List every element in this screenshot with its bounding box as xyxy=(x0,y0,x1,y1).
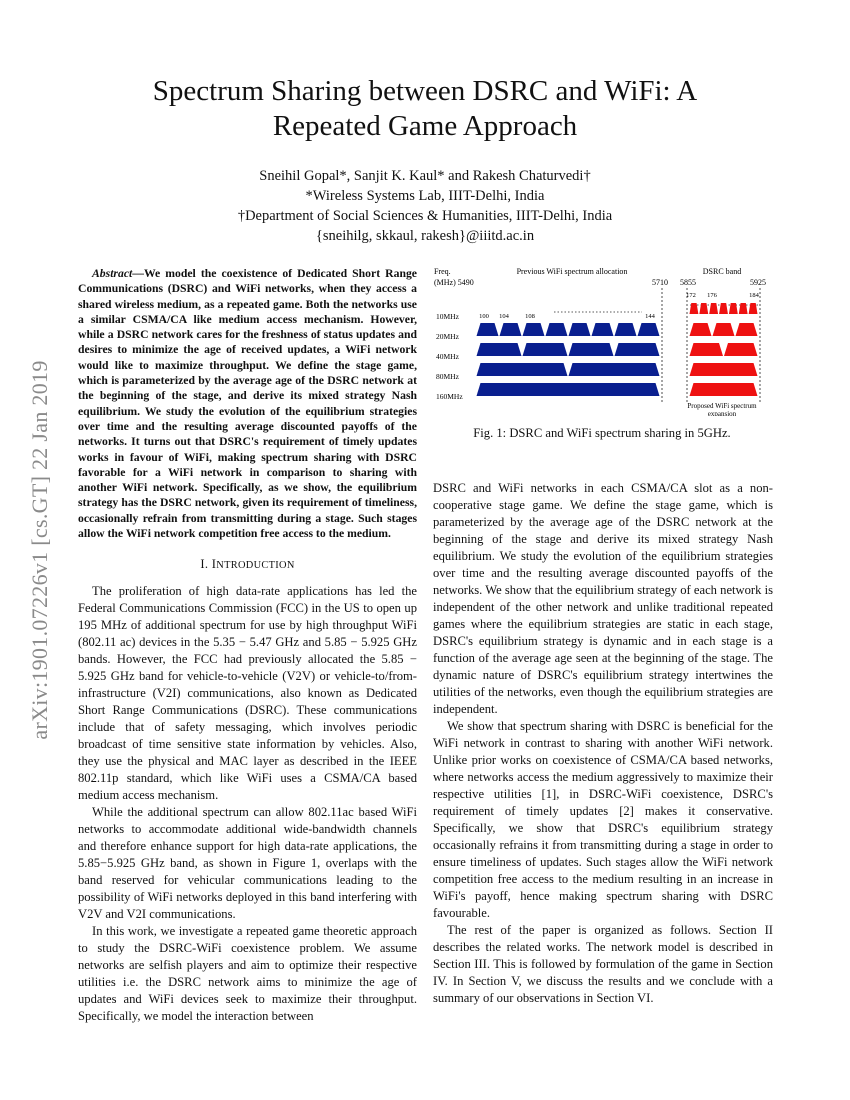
section-title-rest: NTRODUCTION xyxy=(216,560,295,572)
row-label-80mhz: 80MHz xyxy=(436,372,459,381)
wifi-channel-bar xyxy=(477,363,568,376)
title-line-2: Repeated Game Approach xyxy=(272,110,578,142)
dsrc-channel-bar xyxy=(724,343,758,356)
left-column xyxy=(78,266,417,1025)
dsrc-channel-184: 184 xyxy=(749,292,759,299)
dsrc-channel-bar xyxy=(709,303,718,314)
author-names: Sneihil Gopal*, Sanjit K. Kaul* and Rakesh Chaturvedi† xyxy=(259,168,591,184)
expansion-label-line-2: expansion xyxy=(707,410,737,416)
wifi-channel-bar xyxy=(638,323,660,336)
abstract-lead: Abstract xyxy=(92,267,133,280)
dsrc-channel-bar xyxy=(690,343,724,356)
dsrc-channel-bar xyxy=(719,303,728,314)
abstract xyxy=(78,266,417,541)
paper-title xyxy=(0,74,850,144)
dsrc-channel-bar xyxy=(690,383,758,396)
wifi-channel-bar xyxy=(523,343,568,356)
wifi-channel-bar xyxy=(546,323,568,336)
dsrc-channel-bar xyxy=(690,363,758,376)
dsrc-channel-bar xyxy=(736,323,758,336)
wifi-allocation-heading: Previous WiFi spectrum allocation xyxy=(516,267,628,276)
spectrum-figure xyxy=(432,266,772,416)
paragraph: In this work, we investigate a repeated game theoretic approach to study the DSRC-WiFi coexistence problem. We assume networks are selfish players and aim to optimize their respective utilities i.e. the DSRC network aims to minimize the age of updates and WiFi devices seek to maximize their throughput. Specifically, we model the interaction between xyxy=(78,924,417,1024)
dsrc-channel-176: 176 xyxy=(707,292,717,299)
wifi-channel-bar xyxy=(615,343,660,356)
wifi-channel-bar xyxy=(500,323,522,336)
dsrc-channel-bar xyxy=(690,323,712,336)
row-label-20mhz: 20MHz xyxy=(436,332,459,341)
author-block xyxy=(0,166,850,246)
wifi-channel-bar xyxy=(477,323,499,336)
dsrc-band-heading: DSRC band xyxy=(702,267,742,276)
author-emails: {sneihilg, skkaul, rakesh}@iiitd.ac.in xyxy=(315,228,535,244)
wifi-channel-bar xyxy=(569,343,614,356)
freq-5710: 5710 xyxy=(652,278,668,287)
wifi-channel-104: 104 xyxy=(499,313,509,320)
wifi-channel-bar xyxy=(477,383,660,396)
wifi-channel-bar xyxy=(615,323,637,336)
wifi-channel-bar xyxy=(569,323,591,336)
row-label-10mhz: 10MHz xyxy=(436,312,459,321)
freq-label: Freq. xyxy=(434,267,451,276)
abstract-text: —We model the coexistence of Dedicated Short Range Communications (DSRC) and WiFi networks, when they access a shared wireless medium, as a repeated game. Both the networks use a similar CSMA/CA like medium access mechanism. However, while a DSRC network cares for the freshness of status updates and desires to minimize the age of received updates, a WiFi network would like to maximize throughput. We define the stage game, which is parameterized by the average age of the DSRC network at the beginning of the stage, and derive its mixed strategy Nash equilibrium. We study the evolution of the equilibrium strategies over time and the resulting average discounted payoffs of the networks. It turns out that DSRC's requirement of timely updates works in favour of WiFi, making spectrum sharing with DSRC favorable for a WiFi network in comparison to sharing with another WiFi network. Specifically, as we show, the equilibrium strategy has the DSRC network, given its requirement of timeliness, occasionally refrain from transmitting during a stage. Such stages allow the WiFi network competition free access to the medium. xyxy=(78,267,417,541)
paragraph: While the additional spectrum can allow 802.11ac based WiFi networks to accommodate additional wide-bandwidth channels and therefore enhance support for high data-rate applications, the 5.85−5.925 GHz band, as shown in Figure 1, overlaps with the band reserved for vehicular communications leading to the possibility of WiFi networks deployed in this band interfering with V2V and V2I communications. xyxy=(78,805,417,922)
section-heading-introduction xyxy=(78,556,417,574)
wifi-channel-108: 108 xyxy=(525,313,535,320)
freq-5925: 5925 xyxy=(750,278,766,287)
freq-unit-label: (MHz) 5490 xyxy=(434,278,474,287)
affiliation-1: *Wireless Systems Lab, IIIT-Delhi, India xyxy=(305,188,545,204)
arxiv-sidebar xyxy=(20,310,60,790)
freq-5855: 5855 xyxy=(680,278,696,287)
arxiv-identifier: arXiv:1901.07226v1 [cs.GT] 22 Jan 2019 xyxy=(27,360,52,740)
expansion-label-line-1: Proposed WiFi spectrum xyxy=(687,402,757,410)
paragraph: The proliferation of high data-rate applications has led the Federal Communications Commission (FCC) in the US to open up 195 MHz of additional spectrum for use by high throughput WiFi (802.11 ac) devices in the 5.35 − 5.47 GHz and 5.85 − 5.925 GHz bands. However, the FCC had previously allocated the 5.85 − 5.925 GHz band for vehicle-to-vehicle (V2V) or vehicle-to/from-infrastructure (V2I) communications, also known as Dedicated Short Range Communications (DSRC). These communications include that of safety messaging, which involves periodic broadcast of time sensitive state information by vehicles. Also, they use the physical and MAC layer as described in the IEEE 802.11p standard, which like WiFi uses a CSMA/CA based medium access mechanism. xyxy=(78,584,417,803)
row-label-40mhz: 40MHz xyxy=(436,352,459,361)
section-title-initial: I xyxy=(211,557,217,572)
dsrc-channel-bar xyxy=(713,323,735,336)
paragraph: We show that spectrum sharing with DSRC is beneficial for the WiFi network in contrast to sharing with another WiFi network. Unlike prior works on coexistence of CSMA/CA based networks, where networks access the medium aggressively to maximize their respective utilities [1], in DSRC-WiFi coexistence, DSRC's requirement of timely updates [2] makes it conservative. Specifically, we show that DSRC's equilibrium strategy occasionally refrains it from transmitting during a stage in order to ensure timeliness of updates. Such stages allow the WiFi network competition free access to the medium resulting in an increase in WiFi's payoff, hence making spectrum sharing with DSRC favourable. xyxy=(433,719,773,920)
wifi-channel-bars xyxy=(477,323,660,396)
section-number: I. xyxy=(200,557,212,572)
paragraph: DSRC and WiFi networks in each CSMA/CA slot as a non-cooperative stage game. We define the stage game, which is parameterized by the average age of the DSRC network at the beginning of the stage and derive its mixed strategy Nash equilibrium. We study the evolution of the equilibrium strategies over time and the resulting average discounted payoffs of the networks. We show that the equilibrium strategy of each network is independent of the other network and unlike traditional repeated games where the equilibrium strategies are static in each stage, DSRC's equilibrium strategy is dynamic and in each stage is a function of the average age seen at the beginning of the stage. The dynamic nature of DSRC's equilibrium strategy intertwines the utilities of the networks, even though the equilibrium strategies are independent. xyxy=(433,481,773,716)
dsrc-channel-172: 172 xyxy=(686,292,696,299)
figure-caption: Fig. 1: DSRC and WiFi spectrum sharing in 5GHz. xyxy=(473,426,731,440)
wifi-channel-bar xyxy=(569,363,660,376)
row-label-160mhz: 160MHz xyxy=(436,392,463,401)
wifi-channel-144: 144 xyxy=(645,313,655,320)
right-column xyxy=(433,480,773,1007)
dsrc-channel-bars xyxy=(690,303,758,396)
wifi-channel-bar xyxy=(592,323,614,336)
wifi-channel-100: 100 xyxy=(479,313,489,320)
paragraph: The rest of the paper is organized as follows. Section II describes the related works. The network model is described in Section III. This is followed by formulation of the game in Section IV. In Section V, we discuss the results and we conclude with a summary of our observations in Section VI. xyxy=(433,923,773,1005)
title-line-1: Spectrum Sharing between DSRC and WiFi: A xyxy=(152,75,698,107)
affiliation-2: †Department of Social Sciences & Humanities, IIIT-Delhi, India xyxy=(237,208,613,224)
wifi-channel-bar xyxy=(477,343,522,356)
wifi-channel-bar xyxy=(523,323,545,336)
